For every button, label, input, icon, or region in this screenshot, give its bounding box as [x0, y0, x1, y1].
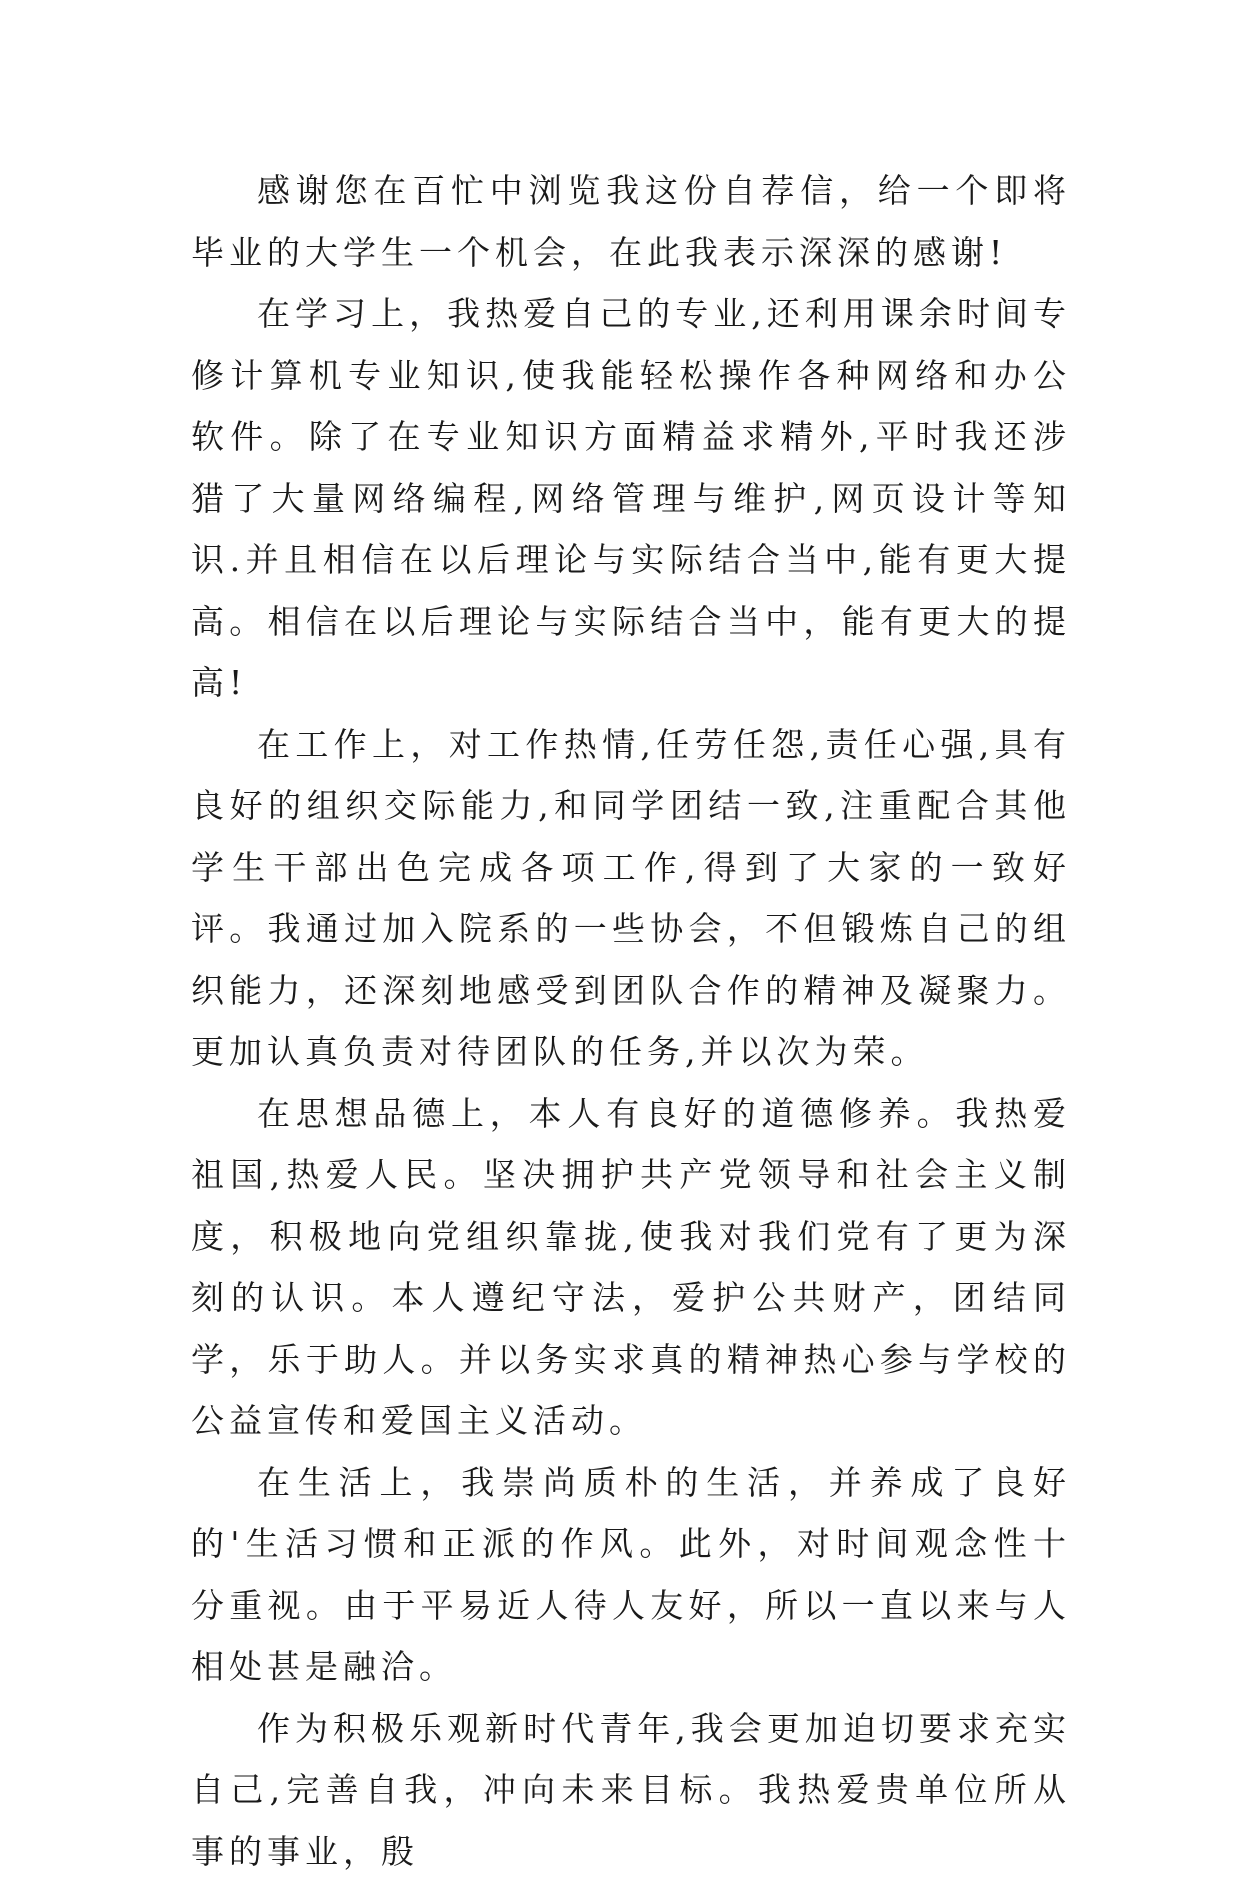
paragraph-study: 在学习上，我热爱自己的专业,还利用课余时间专修计算机专业知识,使我能轻松操作各种网络和办公软件。除了在专业知识方面精益求精外,平时我还涉猎了大量网络编程,网络管理与维护,网页设计等知识.并且相信在以后理论与实际结合当中,能有更大提高。相信在以后理论与实际结合当中，能有更大的提高!	[191, 283, 1071, 714]
paragraph-morality: 在思想品德上，本人有良好的道德修养。我热爱祖国,热爱人民。坚决拥护共产党领导和社会主义制度，积极地向党组织靠拢,使我对我们党有了更为深刻的认识。本人遵纪守法，爱护公共财产，团结同学，乐于助人。并以务实求真的精神热心参与学校的公益宣传和爱国主义活动。	[191, 1083, 1071, 1452]
paragraph-life: 在生活上，我崇尚质朴的生活，并养成了良好的'生活习惯和正派的作风。此外，对时间观念性十分重视。由于平易近人待人友好，所以一直以来与人相处甚是融洽。	[191, 1452, 1071, 1698]
letter-body	[191, 160, 1071, 1882]
paragraph-work: 在工作上，对工作热情,任劳任怨,责任心强,具有良好的组织交际能力,和同学团结一致,注重配合其他学生干部出色完成各项工作,得到了大家的一致好评。我通过加入院系的一些协会，不但锻炼自己的组织能力，还深刻地感受到团队合作的精神及凝聚力。更加认真负责对待团队的任务,并以次为荣。	[191, 714, 1071, 1083]
paragraph-outlook: 作为积极乐观新时代青年,我会更加迫切要求充实自己,完善自我，冲向未来目标。我热爱贵单位所从事的事业，殷	[191, 1698, 1071, 1882]
paragraph-thanks: 感谢您在百忙中浏览我这份自荐信，给一个即将毕业的大学生一个机会，在此我表示深深的感谢!	[191, 160, 1071, 283]
